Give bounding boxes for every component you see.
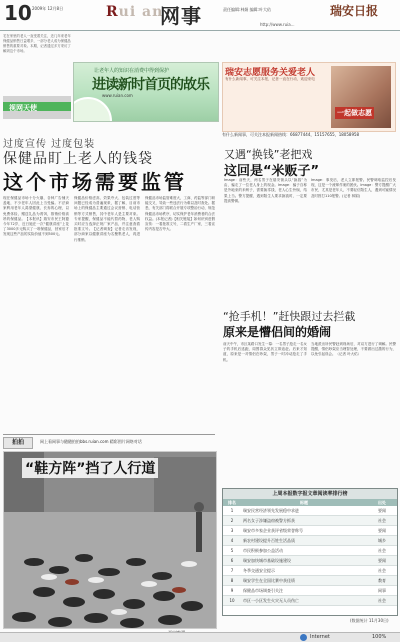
main-headline: 这个市场需要监管 — [3, 170, 187, 194]
ad-subtitle: 有什么新闻事，可关注本报，记者一直在行动，欢迎来电 — [225, 77, 315, 81]
source-cell: 社会 — [367, 546, 397, 556]
masthead — [0, 0, 400, 31]
rank-cell: 3 — [223, 526, 241, 536]
banner-main-text: 进读新时首页的故乐 — [92, 77, 209, 93]
photo-headline: “鞋方阵”挡了人行道 — [22, 458, 158, 478]
rank-cell: 9 — [223, 586, 241, 596]
right-article-1-col-1: Image：前些天，两名男子在瑞安街头以“换钱”为由，骗走了一位老人身上的现金。Image：骗子自称是外地来的米贩子，需要换零钱，老人心生怜悯，结果上当。警方提醒，遇到陌生人要求换钱时，一定要提高警惕。 — [224, 178, 307, 203]
rank-cell: 10 — [223, 596, 241, 606]
banner-top-line: 让老年人的知识在消费中得到保护 — [94, 68, 170, 74]
right-article-2-col-1: 前天中午，市区某路口发生一幕：一名男子抢走一名女子的手机后逃跑，周围群众见状立即追赶。后来才知道，原来是一对情侣在吵架，男子一时冲动抢走了手机。 — [223, 342, 307, 362]
right-article-2-kicker: “抢手机！”赶快跟过去拦截 — [223, 310, 356, 323]
title-cell[interactable]: 瑞安加快城市基础设施建设 — [241, 556, 367, 566]
ranking-header-source: 出处 — [367, 499, 397, 506]
zoom-level[interactable]: 100% — [372, 634, 387, 640]
table-row[interactable] — [223, 526, 397, 536]
title-cell[interactable]: 瑞安民营经济领先发展稳中求进 — [241, 506, 367, 516]
reading-ranking-box — [222, 488, 398, 616]
title-cell[interactable]: 瑞安市多家企业获评省级荣誉称号 — [241, 526, 367, 536]
angel-tag-label: 视网天使 — [9, 104, 37, 112]
page-number: 10 — [4, 1, 32, 25]
title-cell[interactable]: 保健品市场调查引关注 — [241, 586, 367, 596]
newspaper-brand: 瑞安日报 — [330, 4, 379, 18]
table-row[interactable] — [223, 596, 397, 606]
table-row[interactable] — [223, 536, 397, 546]
source-cell: 城乡 — [367, 536, 397, 546]
table-row[interactable] — [223, 546, 397, 556]
editor-credits: 责任编辑:林娟 编辑:叶大佑 — [223, 7, 271, 12]
right-article-1-col-2: Image：事发后，老人立即报警。民警调取监控后发现，这是一个流窜作案的团伙。Image：警方提醒广大市民，尤其是老年人，不要轻信陌生人，遇到可疑情况及时拨打110报警。(记者 林娟) — [311, 178, 396, 198]
source-cell: 要闻 — [367, 556, 397, 566]
source-cell: 要闻 — [367, 526, 397, 536]
issue-date: 2009年 12月8日 — [32, 6, 64, 11]
banner-circle-decoration — [73, 97, 112, 122]
photo-illustration — [4, 452, 216, 628]
source-cell: 要闻 — [367, 506, 397, 516]
section-divider — [3, 434, 215, 435]
rank-cell: 1 — [223, 506, 241, 516]
title-cell[interactable]: 两名女子涉嫌盗窃被警方抓获 — [241, 516, 367, 526]
section-latin-rest: ui an — [118, 4, 164, 20]
ranking-footnote: (数据统计 11月30日) — [350, 618, 389, 623]
rank-cell: 2 — [223, 516, 241, 526]
main-column-1: 现在保健品市场十分火爆，各种广告铺天盖地，不少老年人因此上当受骗。不法商家利用老年人渴望健康、长寿的心理，以免费体检、赠送礼品为诱饵，推销价格高昂的保健品。【本报讯】瑞安市民王阿婆今年72岁，近日她在一次“健康讲座”上花了3000多元购买了一堆保健品，回家后才发现这些产品的实际价值不到500元。 — [3, 196, 69, 237]
title-cell[interactable]: 新农村建设提升百姓生活品质 — [241, 536, 367, 546]
title-cell[interactable]: 瑞安学生在全国比赛中获佳绩 — [241, 576, 367, 586]
rank-cell: 5 — [223, 546, 241, 556]
right-article-2-col-2: 当地派出所民警赶到现场后，对双方进行了调解。民警提醒，情侣吵架应当理智处理，不要做出过激的行为，以免引起误会。（记者 叶大佑） — [311, 342, 396, 357]
angel-tag — [3, 96, 71, 119]
section-title: 网事 — [160, 4, 202, 28]
ad-headline: 瑞安志愿服务关爱老人 — [225, 68, 316, 78]
ranking-table — [223, 499, 397, 606]
table-row[interactable] — [223, 566, 397, 576]
main-deck: 保健品盯上老人的钱袋 — [3, 151, 153, 167]
banner-sub: www.ruian.com — [102, 93, 133, 98]
ranking-header-title: 标题 — [241, 499, 367, 506]
ad-tag: 一起做志愿 — [337, 109, 372, 117]
title-cell[interactable]: 市民积极参加公益活动 — [241, 546, 367, 556]
source-cell: 社会 — [367, 566, 397, 576]
source-cell: 教育 — [367, 576, 397, 586]
photo-section-strip: 网上看网事与随随拍拍bbs.ruian.com 精彩图片网络对话 — [40, 439, 142, 444]
source-cell: 网事 — [367, 586, 397, 596]
rank-cell: 7 — [223, 566, 241, 576]
section-latin-initial: R — [106, 4, 119, 20]
main-kicker: 过度宣传 过度包装 — [3, 139, 96, 150]
rank-cell: 4 — [223, 536, 241, 546]
right-article-2-headline: 原来是懵侣间的婚闹 — [223, 325, 332, 339]
table-row[interactable] — [223, 506, 397, 516]
rank-cell: 6 — [223, 556, 241, 566]
table-row[interactable] — [223, 556, 397, 566]
title-cell[interactable]: 冬季交通安全提示 — [241, 566, 367, 576]
rank-cell: 8 — [223, 576, 241, 586]
internet-zone-label: Internet — [310, 634, 330, 640]
ranking-title: 上周本报数字报文章阅读率排行榜 — [223, 489, 397, 499]
ad-footer: 有什么新闻事，可关注本报新闻热线：66877444，15157655，18058958 — [222, 132, 360, 137]
section-latin — [106, 4, 163, 20]
banner-ad[interactable] — [73, 62, 219, 122]
table-row[interactable] — [223, 516, 397, 526]
title-cell[interactable]: 市区一小区发生火灾无人员伤亡 — [241, 596, 367, 606]
ranking-header-rank: 排名 — [223, 499, 241, 506]
intro-text: 宅在家里的老人一直受着关注，近几年来老年保健品销售日益增多，一部分老人成为保健品销售的重要对象。本期，记者通过多方采访了解到这个市场。 — [3, 34, 71, 53]
source-cell: 社会 — [367, 516, 397, 526]
main-column-3: 保健品市场监管难度大，工商、药监等部门职能交叉，导致一些违法行为难以及时查处。据悉，有关部门将联合开展专项整治行动，规范保健品市场秩序，切实保护老年消费者的合法权益。(本报记者)【相关链接】如何识别虚假宣传：一看批准文号，二看生产厂家，三看宣传内容是否夸大。 — [145, 196, 215, 232]
internet-zone-icon — [300, 634, 307, 641]
ranking-header-row — [223, 499, 397, 506]
table-row[interactable] — [223, 586, 397, 596]
volunteer-ad[interactable] — [222, 62, 396, 132]
main-column-2: 保健品价格虚高、效果夸大、包装过度等问题已经成为普遍现象，据了解，目前市场上的保健品主要通过会议营销、电话营销等方式销售，其中老年人是主要对象。专家提醒，保健品不能代替药物，老人购买时应当选择正规厂家产品，并注意查看批准文号。【记者调查】记者走访发现，部分商家以健康讲座为名聚集老人，再进行推销。 — [74, 196, 140, 242]
right-article-1-kicker: 又遇“换钱”老把戏 — [224, 148, 313, 161]
table-row[interactable] — [223, 576, 397, 586]
photo-section-label: 拍拍 — [3, 437, 33, 449]
right-article-1-headline: 这回是“米贩子” — [224, 164, 320, 179]
masthead-url[interactable]: http://www.ruia... — [260, 22, 295, 27]
source-cell: 社会 — [367, 596, 397, 606]
